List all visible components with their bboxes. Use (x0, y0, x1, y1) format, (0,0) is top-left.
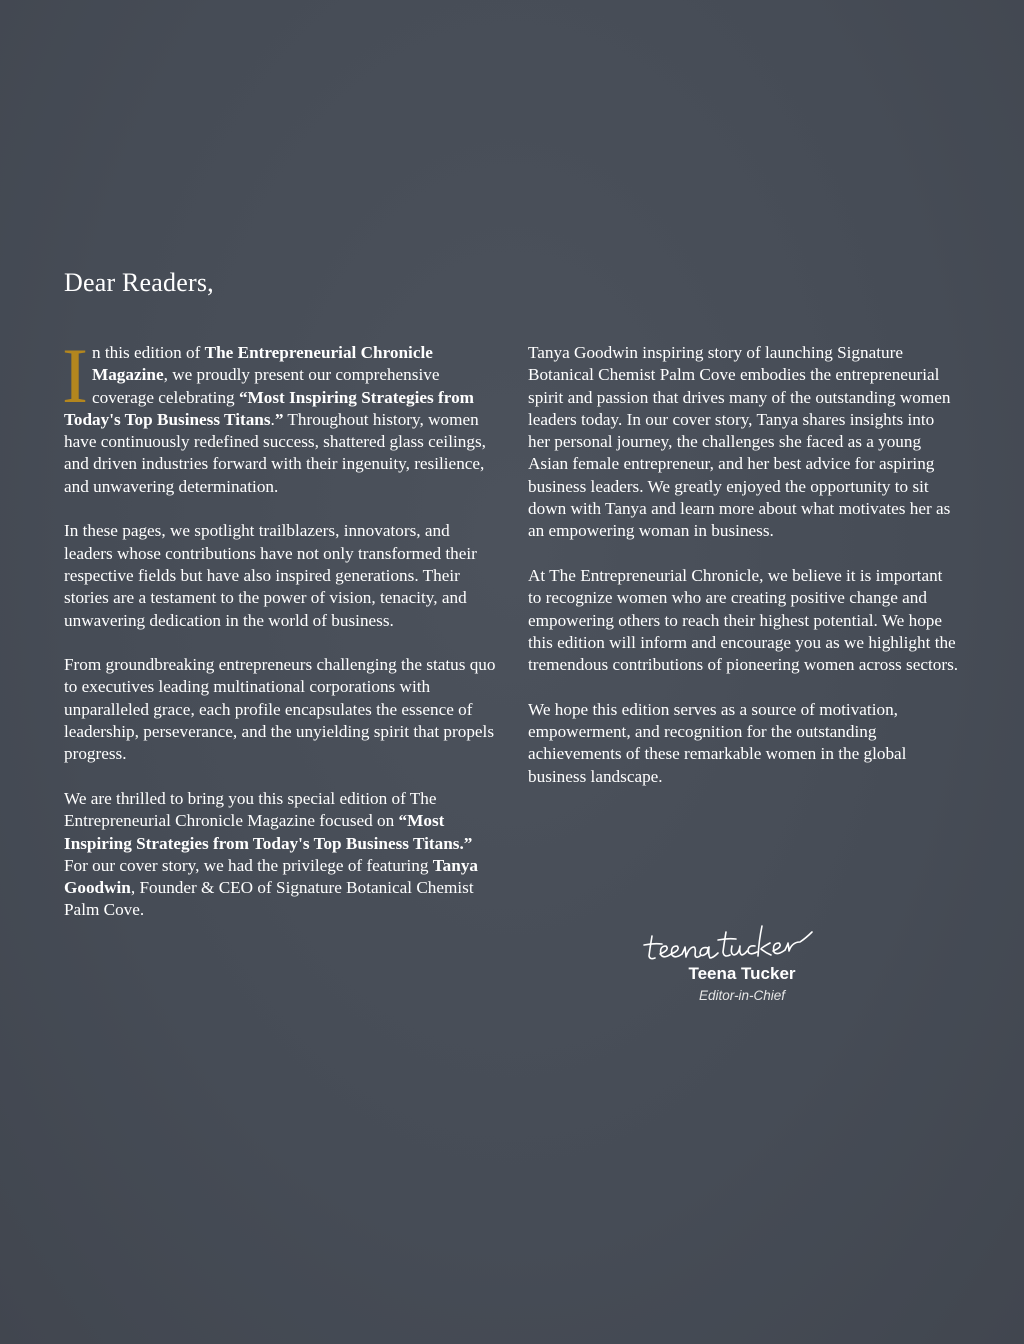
text-run: For our cover story, we had the privilege of featuring (64, 855, 433, 875)
paragraph-6: At The Entrepreneurial Chronicle, we believe it is important to recognize women who are creating positive change and empowering others to reach their highest potential. We hope this edition will inform and encourage you as we highlight the tremendous contributions of pioneering women across sectors. (528, 565, 959, 675)
left-column (62, 332, 498, 944)
paragraph-7: We hope this edition serves as a source of motivation, empowerment, and recognition for the outstanding achievements of these remarkable women in the global business landscape. (528, 699, 907, 786)
text-run: , we proudly present our comprehensive coverage celebrating (91, 365, 440, 407)
editor-title: Editor-in-Chief (698, 988, 786, 1003)
text-run: , Founder & CEO of Signature Botanical Chemist Palm Cove. (64, 878, 474, 920)
paragraph-1 (62, 332, 498, 498)
text-run: n this edition of (91, 343, 205, 362)
paragraph-2: In these pages, we spotlight trailblazers, innovators, and leaders whose contributions have not only transformed their respective fields but have also inspired generations. Their stories are a testament to the power of vision, tenacity, and unwavering dedication in the world of business. (64, 521, 477, 630)
paragraph-4 (64, 788, 498, 922)
edition-theme: “Most Inspiring Strategies from Today's Top Business Titans (64, 387, 474, 429)
closing-quote: ” (274, 409, 284, 429)
dropcap-letter: I (62, 332, 88, 419)
right-column (528, 342, 960, 810)
paragraph-5: Tanya Goodwin inspiring story of launching Signature Botanical Chemist Palm Cove embodies the entrepreneurial spirit and passion that drives many of the outstanding women leaders today. In our cover story, Tanya shares insights into her personal journey, the challenges she faced as a young Asian female entrepreneur, and her best advice for aspiring business leaders. We greatly enjoyed the opportunity to sit down with Tanya and learn more about what motivates her as an empowering woman in business. (528, 343, 951, 541)
greeting-heading: Dear Readers, (64, 268, 214, 297)
text-run: . (270, 409, 275, 429)
text-run: Throughout history, women have continuously redefined success, shattered glass ceilings, and driven industries forward with their ingenuity, resilience, and unwavering determination. (64, 409, 486, 496)
featured-person: Tanya Goodwin (64, 855, 479, 898)
editor-name: Teena Tucker (688, 964, 796, 983)
magazine-name: The Entrepreneurial Chronicle Magazine (91, 343, 433, 385)
handwritten-signature (640, 918, 820, 968)
paragraph-3: From groundbreaking entrepreneurs challenging the status quo to executives leading multinational corporations with unparalleled grace, each profile encapsulates the essence of leadership, perseverance, and the unyielding spirit that propels progress. (64, 655, 496, 764)
text-run: We are thrilled to bring you this special edition of The Entrepreneurial Chronicle Magazine focused on (64, 788, 437, 831)
edition-theme: “Most Inspiring Strategies from Today's Top Business Titans.” (64, 811, 473, 853)
